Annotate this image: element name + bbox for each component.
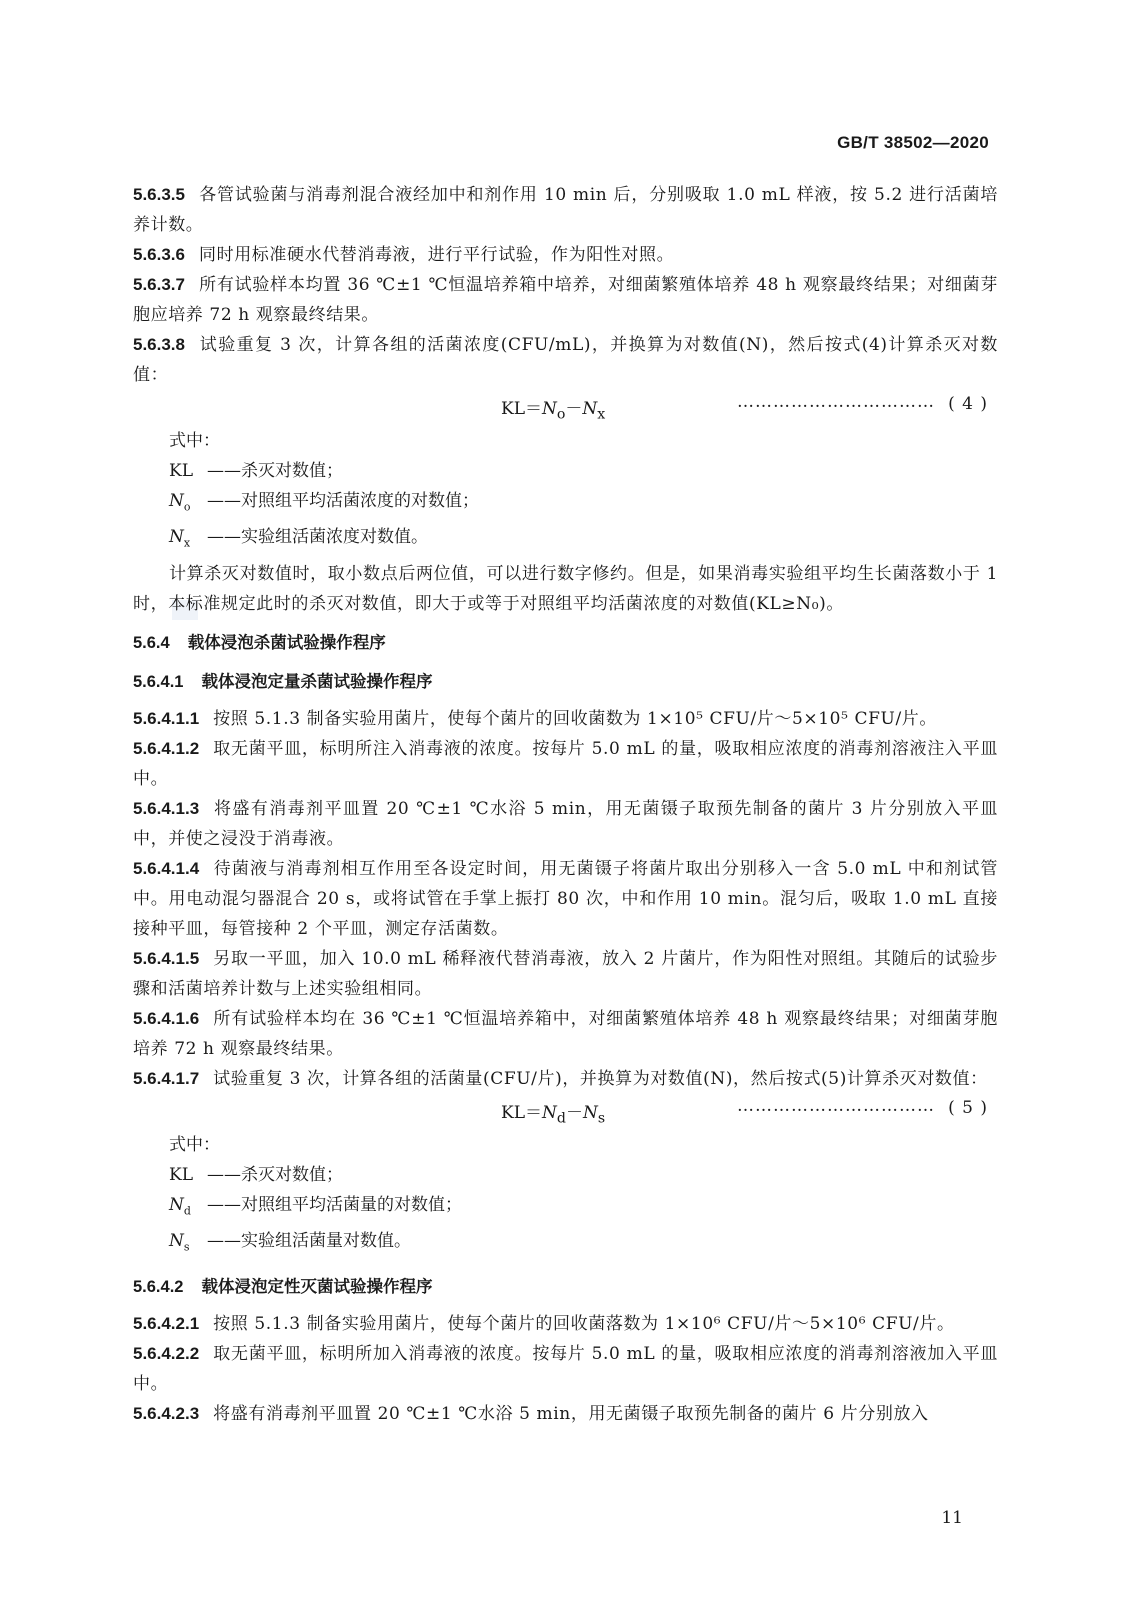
formula-number: ( 4 ) [948, 394, 988, 414]
formula-expression: $KL=N_o-N_x$ [501, 399, 606, 423]
clause-5-6-4-2-1 [133, 1309, 998, 1339]
clause-number: 5.6.4.1.6 [133, 1008, 200, 1028]
heading-title: 载体浸泡杀菌试验操作程序 [187, 633, 386, 652]
definition-no [133, 486, 998, 522]
clause-number: 5.6.4.2.1 [133, 1313, 200, 1333]
where-label: 式中： [169, 431, 220, 451]
formula-leader: …………………………… [737, 392, 935, 412]
heading-number: 5.6.4 [133, 633, 170, 652]
clause-number: 5.6.3.5 [133, 185, 185, 204]
clause-number: 5.6.4.1.2 [133, 738, 200, 758]
clause-5-6-3-6 [133, 240, 998, 270]
symbol: $N_d$ [169, 1194, 191, 1218]
definition-ns [133, 1226, 998, 1262]
formula-4 [133, 390, 998, 426]
clause-5-6-4-1-3 [133, 794, 998, 854]
clause-number: 5.6.4.2.2 [133, 1343, 200, 1363]
clause-5-6-4-1-1 [133, 704, 998, 734]
clause-text: 所有试验样本均置 36 ℃±1 ℃恒温培养箱中培养，对细菌繁殖体培养 48 h 观察最终结果；对细菌芽胞应培养 72 h 观察最终结果。 [133, 275, 998, 325]
heading-5-6-4 [133, 628, 998, 658]
clause-text: 将盛有消毒剂平皿置 20 ℃±1 ℃水浴 5 min，用无菌镊子取预先制备的菌片 6 片分别放入 [213, 1403, 929, 1424]
definition-kl [133, 1160, 998, 1190]
clause-5-6-4-1-6 [133, 1004, 998, 1064]
clause-5-6-4-2-2 [133, 1339, 998, 1399]
clause-text: 另取一平皿，加入 10.0 mL 稀释液代替消毒液，放入 2 片菌片，作为阳性对照组。其随后的试验步骤和活菌培养计数与上述实验组相同。 [133, 948, 998, 999]
heading-number: 5.6.4.2 [133, 1277, 184, 1296]
symbol: KL [169, 461, 193, 481]
definition-text: ——对照组平均活菌量的对数值； [207, 1194, 462, 1215]
clause-text: 试验重复 3 次，计算各组的活菌浓度(CFU/mL)，并换算为对数值(N)，然后按式(4)计算杀灭对数值： [133, 335, 998, 385]
clause-number: 5.6.4.1.1 [133, 708, 200, 728]
definition-kl [133, 456, 998, 486]
clause-5-6-4-2-3 [133, 1399, 998, 1429]
document-body [133, 180, 998, 1429]
clause-5-6-4-1-5 [133, 944, 998, 1004]
symbol: KL [169, 1164, 193, 1185]
clause-number: 5.6.3.8 [133, 335, 185, 354]
clause-number: 5.6.4.1.4 [133, 858, 200, 878]
clause-text: 取无菌平皿，标明所加入消毒液的浓度。按每片 5.0 mL 的量，吸取相应浓度的消毒剂溶液加入平皿中。 [133, 1343, 998, 1394]
clause-text: 待菌液与消毒剂相互作用至各设定时间，用无菌镊子将菌片取出分别移入一含 5.0 mL 中和剂试管中。用电动混匀器混合 20 s，或将试管在手掌上振打 80 次，中和作用 10 min。混匀后，吸取 1.0 mL 直接接种平皿，每管接种 2 个平皿，测定存活菌数。 [133, 858, 998, 939]
note-paragraph: 计算杀灭对数值时，取小数点后两位值，可以进行数字修约。但是，如果消毒实验组平均生长菌落数小于 1 时，本标准规定此时的杀灭对数值，即大于或等于对照组平均活菌浓度的对数值(KL≥N₀)。 [133, 563, 998, 614]
formula-5 [133, 1094, 998, 1130]
heading-5-6-4-2 [133, 1272, 998, 1302]
clause-5-6-3-7 [133, 270, 998, 330]
heading-number: 5.6.4.1 [133, 672, 184, 691]
symbol: $N_o$ [169, 491, 191, 514]
formula-leader: …………………………… [737, 1095, 935, 1116]
clause-text: 将盛有消毒剂平皿置 20 ℃±1 ℃水浴 5 min，用无菌镊子取预先制备的菌片 3 片分别放入平皿中，并使之浸没于消毒液。 [133, 798, 998, 849]
clause-5-6-4-1-4 [133, 854, 998, 944]
heading-title: 载体浸泡定量杀菌试验操作程序 [201, 672, 433, 691]
heading-5-6-4-1 [133, 667, 998, 697]
symbol: $N_s$ [169, 1231, 190, 1254]
clause-5-6-3-8 [133, 330, 998, 390]
clause-text: 按照 5.1.3 制备实验用菌片，使每个菌片的回收菌落数为 1×10⁶ CFU/片～5×10⁶ CFU/片。 [213, 1313, 955, 1334]
definition-text: ——对照组平均活菌浓度的对数值； [207, 491, 479, 511]
clause-number: 5.6.4.1.7 [133, 1068, 200, 1088]
clause-number: 5.6.4.2.3 [133, 1403, 200, 1423]
clause-number: 5.6.4.1.3 [133, 798, 200, 818]
clause-5-6-4-1-2 [133, 734, 998, 794]
page-number: 11 [941, 1508, 963, 1528]
clause-text: 各管试验菌与消毒剂混合液经加中和剂作用 10 min 后，分别吸取 1.0 mL 样液，按 5.2 进行活菌培养计数。 [133, 185, 998, 235]
clause-text: 同时用标准硬水代替消毒液，进行平行试验，作为阳性对照。 [199, 245, 675, 265]
clause-number: 5.6.4.1.5 [133, 948, 200, 968]
formula-number: ( 5 ) [948, 1097, 988, 1118]
definition-text: ——杀灭对数值； [207, 1164, 343, 1185]
clause-5-6-4-1-7 [133, 1064, 998, 1094]
formula-expression: $KL=N_d-N_s$ [501, 1102, 606, 1127]
symbol: $N_x$ [169, 527, 191, 550]
definition-nx [133, 522, 998, 558]
definition-text: ——实验组活菌浓度对数值。 [207, 527, 428, 548]
clause-text: 取无菌平皿，标明所注入消毒液的浓度。按每片 5.0 mL 的量，吸取相应浓度的消毒剂溶液注入平皿中。 [133, 738, 998, 789]
clause-text: 试验重复 3 次，计算各组的活菌量(CFU/片)，并换算为对数值(N)，然后按式(5)计算杀灭对数值： [213, 1068, 988, 1089]
standard-number: GB/T 38502—2020 [837, 133, 989, 152]
definition-nd [133, 1190, 998, 1226]
clause-5-6-3-5 [133, 180, 998, 240]
where-label: 式中： [169, 1134, 220, 1155]
heading-title: 载体浸泡定性灭菌试验操作程序 [201, 1277, 433, 1296]
definition-text: ——杀灭对数值； [207, 461, 343, 481]
clause-text: 所有试验样本均在 36 ℃±1 ℃恒温培养箱中，对细菌繁殖体培养 48 h 观察最终结果；对细菌芽胞培养 72 h 观察最终结果。 [133, 1008, 998, 1059]
clause-text: 按照 5.1.3 制备实验用菌片，使每个菌片的回收菌数为 1×10⁵ CFU/片～5×10⁵ CFU/片。 [213, 708, 937, 729]
clause-number: 5.6.3.6 [133, 245, 185, 264]
definition-text: ——实验组活菌量对数值。 [207, 1231, 411, 1252]
clause-number: 5.6.3.7 [133, 275, 185, 294]
